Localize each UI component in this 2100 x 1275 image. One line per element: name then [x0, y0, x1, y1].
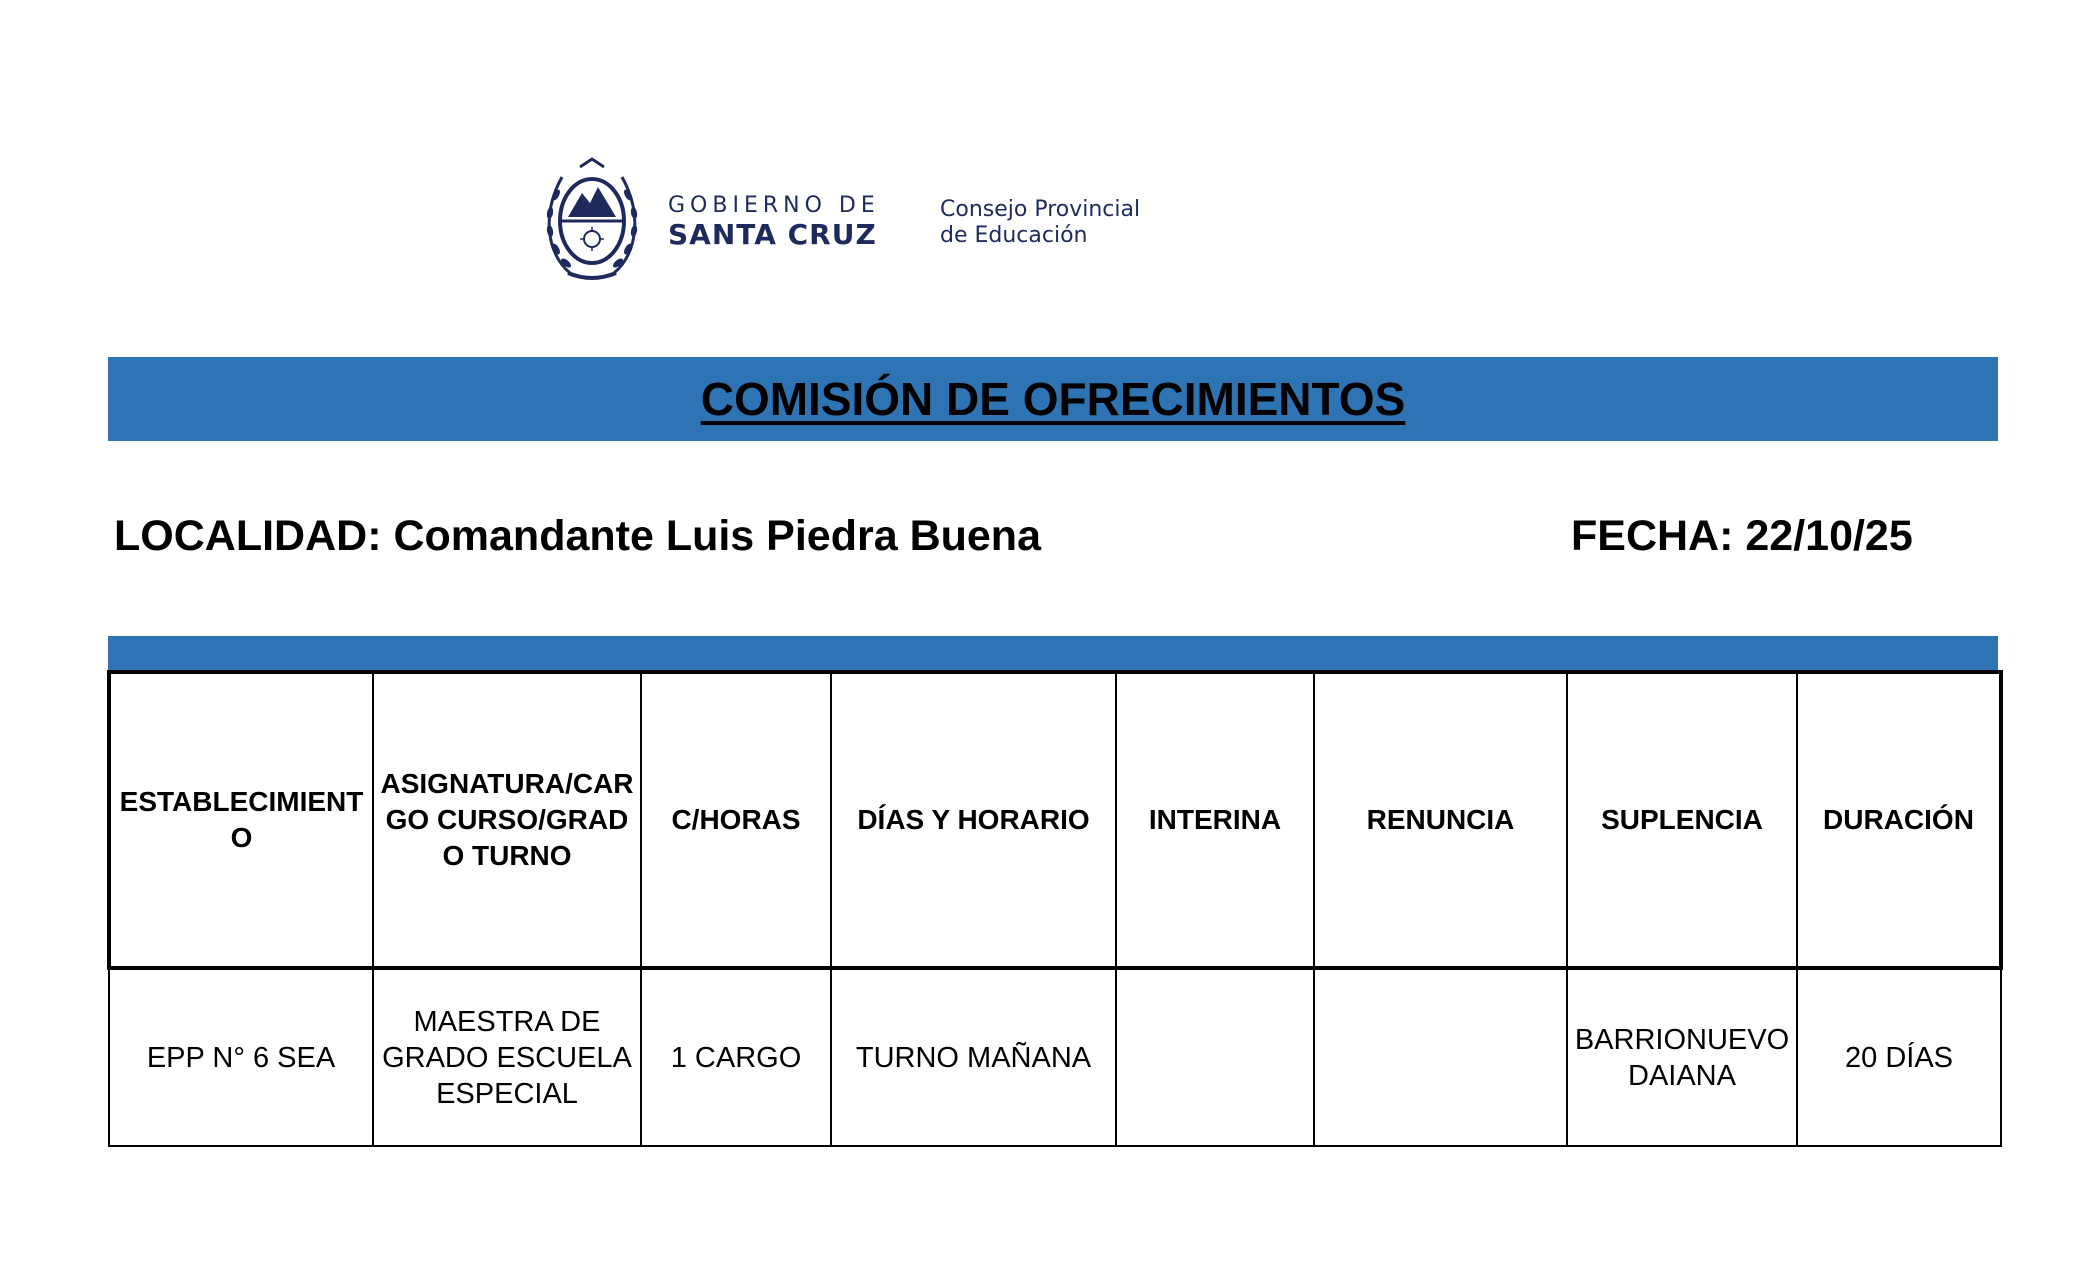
fecha-label: FECHA: 22/10/25 — [1571, 512, 1913, 560]
cell-duracion: 20 DÍAS — [1797, 968, 2001, 1146]
table-row — [109, 968, 2001, 1146]
consejo-name — [940, 197, 1140, 249]
col-asignatura: ASIGNATURA/CARGO CURSO/GRADO TURNO — [373, 672, 641, 968]
government-name — [668, 193, 880, 251]
col-establecimiento: ESTABLECIMIENTO — [109, 672, 373, 968]
cell-horas: 1 CARGO — [641, 968, 831, 1146]
cell-renuncia — [1314, 968, 1567, 1146]
localidad-label: LOCALIDAD: Comandante Luis Piedra Buena — [114, 512, 1041, 560]
cell-dias-horario: TURNO MAÑANA — [831, 968, 1116, 1146]
consejo-line-1: Consejo Provincial — [940, 197, 1141, 222]
col-horas: C/HORAS — [641, 672, 831, 968]
offers-table — [107, 670, 2003, 1147]
consejo-line-2: de Educación — [940, 223, 1088, 248]
cell-asignatura: MAESTRA DE GRADO ESCUELA ESPECIAL — [373, 968, 641, 1146]
title-band — [108, 357, 1998, 441]
header-logo — [540, 155, 1180, 285]
cell-establecimiento: EPP N° 6 SEA — [109, 968, 373, 1146]
cell-suplencia: BARRIONUEVO DAIANA — [1567, 968, 1797, 1146]
col-dias-horario: DÍAS Y HORARIO — [831, 672, 1116, 968]
page-title: COMISIÓN DE OFRECIMIENTOS — [700, 373, 1406, 425]
cell-interina — [1116, 968, 1314, 1146]
col-interina: INTERINA — [1116, 672, 1314, 968]
gov-line-2: SANTA CRUZ — [668, 218, 877, 251]
col-duracion: DURACIÓN — [1797, 672, 2001, 968]
col-suplencia: SUPLENCIA — [1567, 672, 1797, 968]
col-renuncia: RENUNCIA — [1314, 672, 1567, 968]
santa-cruz-seal-icon — [540, 155, 644, 285]
table-top-band — [108, 636, 1998, 672]
table-header-row — [109, 672, 2001, 968]
gov-line-1: GOBIERNO DE — [668, 193, 880, 218]
